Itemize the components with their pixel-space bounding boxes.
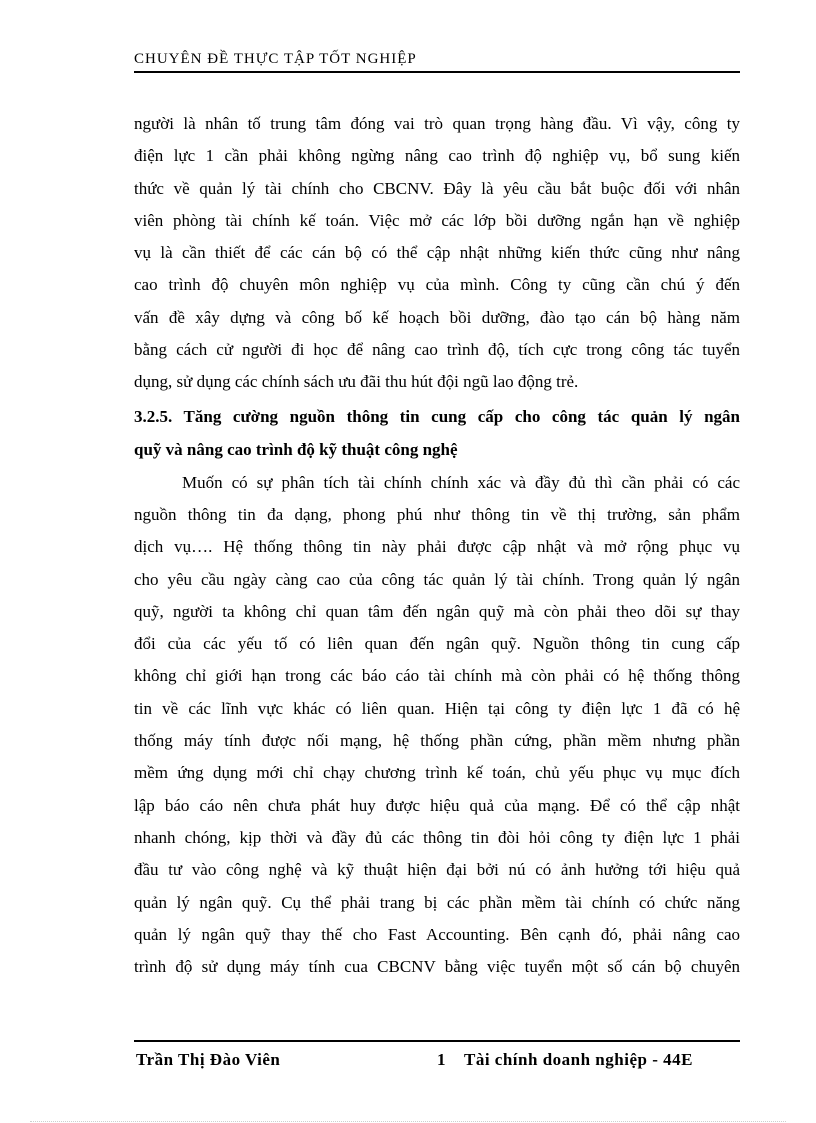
paragraph-line: quỹ, người ta không chỉ quan tâm đến ngân quỹ mà còn phải theo dõi sự thay xyxy=(134,601,740,621)
paragraph-line: thức về quản lý tài chính cho CBCNV. Đây là yêu cầu bắt buộc đối với nhân xyxy=(134,178,740,198)
paragraph-line: quản lý ngân quỹ thay thế cho Fast Accounting. Bên cạnh đó, phải nâng cao xyxy=(134,924,740,944)
page-content xyxy=(134,108,740,983)
heading-line: quỹ và nâng cao trình độ kỹ thuật công nghệ xyxy=(134,439,458,459)
paragraph-line: viên phòng tài chính kế toán. Việc mở các lớp bồi dưỡng ngắn hạn về nghiệp xyxy=(134,210,740,230)
paragraph-line: nhanh chóng, kịp thời và đầy đủ các thông tin đòi hỏi công ty điện lực 1 phải xyxy=(134,827,740,847)
paragraph-line: nguồn thông tin đa dạng, phong phú như thông tin về thị trường, sản phẩm xyxy=(134,504,740,524)
paragraph-line: tin về các lĩnh vực khác có liên quan. Hiện tại công ty điện lực 1 đã có hệ xyxy=(134,698,740,718)
paragraph-line: dịch vụ…. Hệ thống thông tin này phải được cập nhật và mở rộng phục vụ xyxy=(134,537,740,557)
paragraph-line: đầu tư vào công nghệ và kỹ thuật hiện đại bởi nú có ảnh hưởng tới hiệu quả xyxy=(134,860,740,880)
paragraph-line: điện lực 1 cần phải không ngừng nâng cao trình độ nghiệp vụ, bổ sung kiến xyxy=(134,146,740,166)
footer-rule xyxy=(134,1040,740,1042)
paragraph-line: đổi của các yếu tố có liên quan đến ngân quỹ. Nguồn thông tin cung cấp xyxy=(134,634,740,654)
paragraph-line: vấn đề xây dựng và công bố kế hoạch bồi dưỡng, đào tạo cán bộ hàng năm xyxy=(134,307,740,327)
paragraph-1 xyxy=(134,108,740,399)
paragraph-2 xyxy=(134,467,740,984)
paragraph-line: cao trình độ chuyên môn nghiệp vụ của mình. Công ty cũng cần chú ý đến xyxy=(134,275,740,295)
paragraph-line: mềm ứng dụng mới chỉ chạy chương trình kế toán, chủ yếu phục vụ mục đích xyxy=(134,763,740,783)
paragraph-line: lập báo cáo nên chưa phát huy được hiệu quả của mạng. Để có thể cập nhật xyxy=(134,795,740,815)
heading-line: 3.2.5. Tăng cường nguồn thông tin cung cấp cho công tác quản lý ngân xyxy=(134,406,740,426)
footer-department: Tài chính doanh nghiệp - 44E xyxy=(464,1050,693,1069)
header-rule xyxy=(134,71,740,73)
paragraph-line: bằng cách cử người đi học để nâng cao trình độ, tích cực trong công tác tuyển xyxy=(134,340,740,360)
paragraph-line: cho yêu cầu ngày càng cao của công tác quản lý tài chính. Trong quản lý ngân xyxy=(134,569,740,589)
footer-author: Trần Thị Đào Viên xyxy=(136,1050,281,1069)
paragraph-line: không chỉ giới hạn trong các báo cáo tài chính mà còn phải có hệ thống thông xyxy=(134,666,740,686)
page-header xyxy=(134,49,740,69)
paragraph-line: trình độ sử dụng máy tính cua CBCNV bằng việc tuyển một số cán bộ chuyên xyxy=(134,957,740,977)
footer-page-number: 1 xyxy=(437,1050,446,1069)
page-edge-divider xyxy=(30,1121,786,1122)
section-heading xyxy=(134,400,740,466)
paragraph-line: quản lý ngân quỹ. Cụ thể phải trang bị các phần mềm tài chính có chức năng xyxy=(134,892,740,912)
header-title: CHUYÊN ĐỀ THỰC TẬP TỐT NGHIỆP xyxy=(134,51,417,67)
paragraph-line: người là nhân tố trung tâm đóng vai trò quan trọng hàng đầu. Vì vậy, công ty xyxy=(134,114,740,133)
paragraph-line: Muốn có sự phân tích tài chính chính xác và đầy đủ thì cần phải có các xyxy=(182,472,740,492)
paragraph-line: dụng, sử dụng các chính sách ưu đãi thu hút đội ngũ lao động trẻ. xyxy=(134,372,579,392)
paragraph-line: thống máy tính được nối mạng, hệ thống phần cứng, phần mềm nhưng phần xyxy=(134,731,740,751)
paragraph-line: vụ là cần thiết để các cán bộ có thể cập nhật những kiến thức cũng như nâng xyxy=(134,243,740,263)
